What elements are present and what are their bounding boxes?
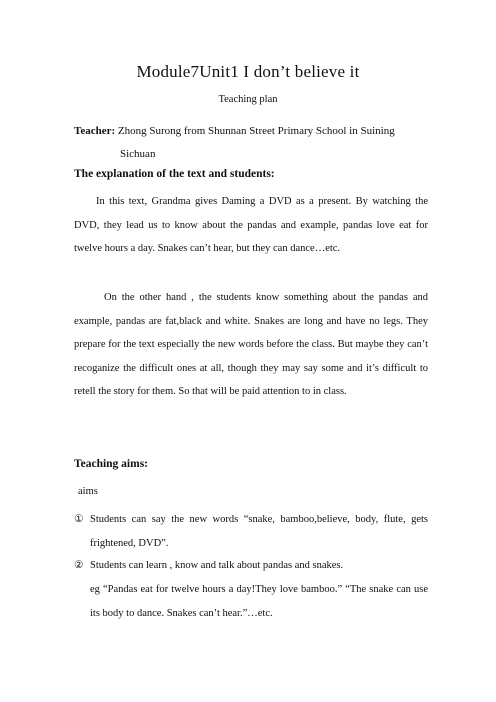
aims-label: aims bbox=[78, 486, 98, 497]
aim-item-1-text: Students can say the new words “snake, bamboo,believe, body, flute, gets frightened, DVD”. bbox=[90, 514, 428, 549]
teacher-name-line1: Zhong Surong from Shunnan Street Primary School in Suining bbox=[117, 125, 395, 137]
page-title: Module7Unit1 I don’t believe it bbox=[136, 62, 360, 81]
explanation-heading: The explanation of the text and students: bbox=[74, 168, 275, 180]
explanation-paragraph-2: On the other hand , the students know something about the pandas and example, pandas are fat,black and white. Snakes are long and have no legs. They prepare for the text especially the new words before the class. But maybe they can’t recoganize the difficult ones at all, though they may say some and it’s difficult to retell the story for them. So that will be paid attention to in class. bbox=[74, 292, 428, 397]
explanation-paragraph-1: In this text, Grandma gives Daming a DVD as a present. By watching the DVD, they lead us to know about the pandas and example, pandas love eat for twelve hours a day. Snakes can’t hear, but they can dance…etc. bbox=[74, 196, 428, 254]
aim-example-text: eg “Pandas eat for twelve hours a day!They love bamboo.” “The snake can use its body to dance. Snakes can’t hear.”…etc. bbox=[90, 584, 428, 619]
teacher-name-line2: Sichuan bbox=[120, 148, 156, 160]
teacher-label: Teacher: bbox=[74, 125, 116, 137]
aim-item-1 bbox=[74, 508, 428, 555]
aim-item-2-text: Students can learn , know and talk about pandas and snakes. bbox=[90, 560, 344, 571]
teaching-aims-heading: Teaching aims: bbox=[74, 458, 149, 470]
aim-item-1-number: ① bbox=[74, 514, 84, 525]
aim-item-2-number: ② bbox=[74, 560, 84, 571]
aim-item-2 bbox=[74, 554, 428, 578]
teacher-info bbox=[74, 120, 428, 166]
page-subtitle: Teaching plan bbox=[218, 94, 278, 105]
aim-example bbox=[74, 578, 428, 625]
